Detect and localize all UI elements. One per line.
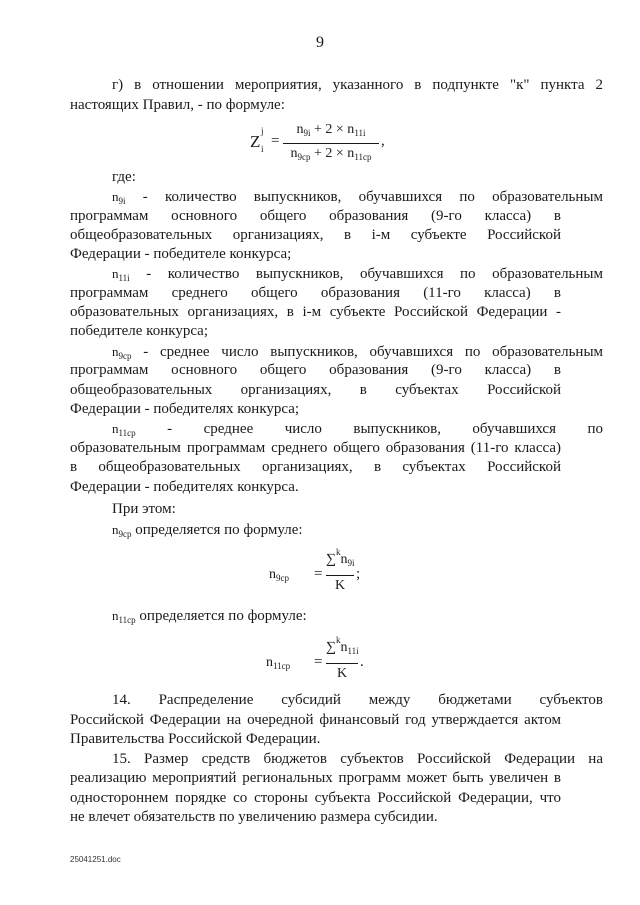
p14-line-3: Правительства Российской Федерации. bbox=[70, 731, 321, 747]
def-n9i-line-1: $n_{9i}$ - количество выпускников, обучавшихся по образовательным bbox=[112, 189, 603, 206]
formula-n9sr-fraction-line bbox=[326, 575, 354, 576]
def-n11sr-line-4: Федерации - победителях конкурса. bbox=[70, 479, 299, 495]
def-n11sr-line-2: образовательным программам среднего общего образования (11-го класса) bbox=[70, 440, 561, 456]
defined-n9sr-symbol: $n_{9ср}$ bbox=[112, 522, 132, 539]
formula-z-tail: , bbox=[381, 133, 385, 149]
def-n11i-line-1: $n_{11i}$ - количество выпускников, обучавшихся по образовательным bbox=[112, 266, 603, 283]
formula-n11sr-lhs: $n_{11ср}$ bbox=[266, 655, 291, 671]
formula-n9sr-numerator: $\sum^kn_{9i}$ bbox=[326, 547, 355, 568]
sum-icon: ∑ bbox=[326, 552, 336, 567]
defined-n9sr-line: $n_{9ср}$ определяется по формуле: bbox=[112, 522, 303, 539]
file-name-footer: 25041251.doc bbox=[70, 855, 121, 864]
p14-line-1: 14. Распределение субсидий между бюджетами субъектов bbox=[112, 692, 603, 708]
formula-n11sr-denominator: K bbox=[336, 666, 348, 681]
formula-z-eq: = bbox=[271, 133, 280, 149]
formula-z-sub: i bbox=[261, 144, 264, 154]
def-n9sr-line-3: общеобразовательных организациях, в субъектах Российской bbox=[70, 382, 561, 398]
formula-n9sr-lhs: $n_{9ср}$ bbox=[269, 567, 289, 583]
formula-n11sr-eq: = bbox=[314, 654, 323, 670]
def-n9i-line-3: общеобразовательных организациях, в i-м субъекте Российской bbox=[70, 227, 561, 243]
p14-line-2: Российской Федерации на очередной финансовый год утверждается актом bbox=[70, 712, 561, 728]
def-n11i-line-3: образовательных организациях, в i-м субъекте Российской Федерации - bbox=[70, 304, 561, 320]
formula-n9sr-denominator: K bbox=[334, 578, 346, 593]
def-n11i-line-4: победителе конкурса; bbox=[70, 323, 208, 339]
p15-line-3: одностороннем порядке со стороны субъекта Российской Федерации, что bbox=[70, 790, 561, 806]
at-this-label: При этом: bbox=[112, 501, 176, 517]
formula-n11sr-tail: . bbox=[360, 654, 364, 670]
formula-z-fraction-line bbox=[283, 143, 379, 144]
defined-n11sr-symbol: $n_{11ср}$ bbox=[112, 608, 136, 625]
p15-line-4: не влечет обязательств по увеличению размера субсидии. bbox=[70, 809, 438, 825]
def-n11sr-line-1: $n_{11ср}$ - среднее число выпускников, обучавшихся по bbox=[112, 421, 603, 438]
intro-line-2: настоящих Правил, - по формуле: bbox=[70, 97, 285, 113]
def-n9i-line-2: программам основного общего образования (9-го класса) в bbox=[70, 208, 561, 224]
formula-n9sr-tail: ; bbox=[356, 566, 361, 582]
sum-icon: ∑ bbox=[326, 640, 336, 655]
p15-line-1: 15. Размер средств бюджетов субъектов Российской Федерации на bbox=[112, 751, 603, 767]
formula-z-denominator: $n_{9ср} + 2 \times n_{11ср}$ bbox=[290, 146, 372, 162]
def-n9sr-line-2: программам основного общего образования (9-го класса) в bbox=[70, 362, 561, 378]
def-n11i-symbol: $n_{11i}$ bbox=[112, 266, 130, 283]
def-n9sr-line-4: Федерации - победителях конкурса; bbox=[70, 401, 300, 417]
defined-n11sr-line: $n_{11ср}$ определяется по формуле: bbox=[112, 608, 307, 625]
page-number: 9 bbox=[316, 34, 324, 51]
def-n11i-line-2: программам среднего общего образования (11-го класса) в bbox=[70, 285, 561, 301]
def-n9i-line-4: Федерации - победителе конкурса; bbox=[70, 246, 292, 262]
formula-z-numerator: $n_{9i} + 2 \times n_{11i}$ bbox=[296, 122, 366, 138]
formula-n11sr-fraction-line bbox=[326, 663, 358, 664]
formula-z-sup: j bbox=[261, 126, 264, 136]
p15-line-2: реализацию мероприятий региональных программ может быть увеличен в bbox=[70, 770, 561, 786]
def-n11sr-line-3: в общеобразовательных организациях, в субъектах Российской bbox=[70, 459, 561, 475]
def-n9i-symbol: $n_{9i}$ bbox=[112, 189, 126, 206]
formula-n11sr-numerator: $\sum^kn_{11i}$ bbox=[326, 635, 359, 656]
formula-n9sr-eq: = bbox=[314, 566, 323, 582]
def-n9sr-symbol: $n_{9ср}$ bbox=[112, 344, 132, 361]
formula-z-lhs: Z bbox=[250, 132, 261, 151]
where-label: где: bbox=[112, 169, 136, 185]
def-n11sr-symbol: $n_{11ср}$ bbox=[112, 421, 136, 438]
intro-line-1: г) в отношении мероприятия, указанного в подпункте "к" пункта 2 bbox=[112, 77, 603, 93]
def-n9sr-line-1: $n_{9ср}$ - среднее число выпускников, обучавшихся по образовательным bbox=[112, 344, 604, 361]
